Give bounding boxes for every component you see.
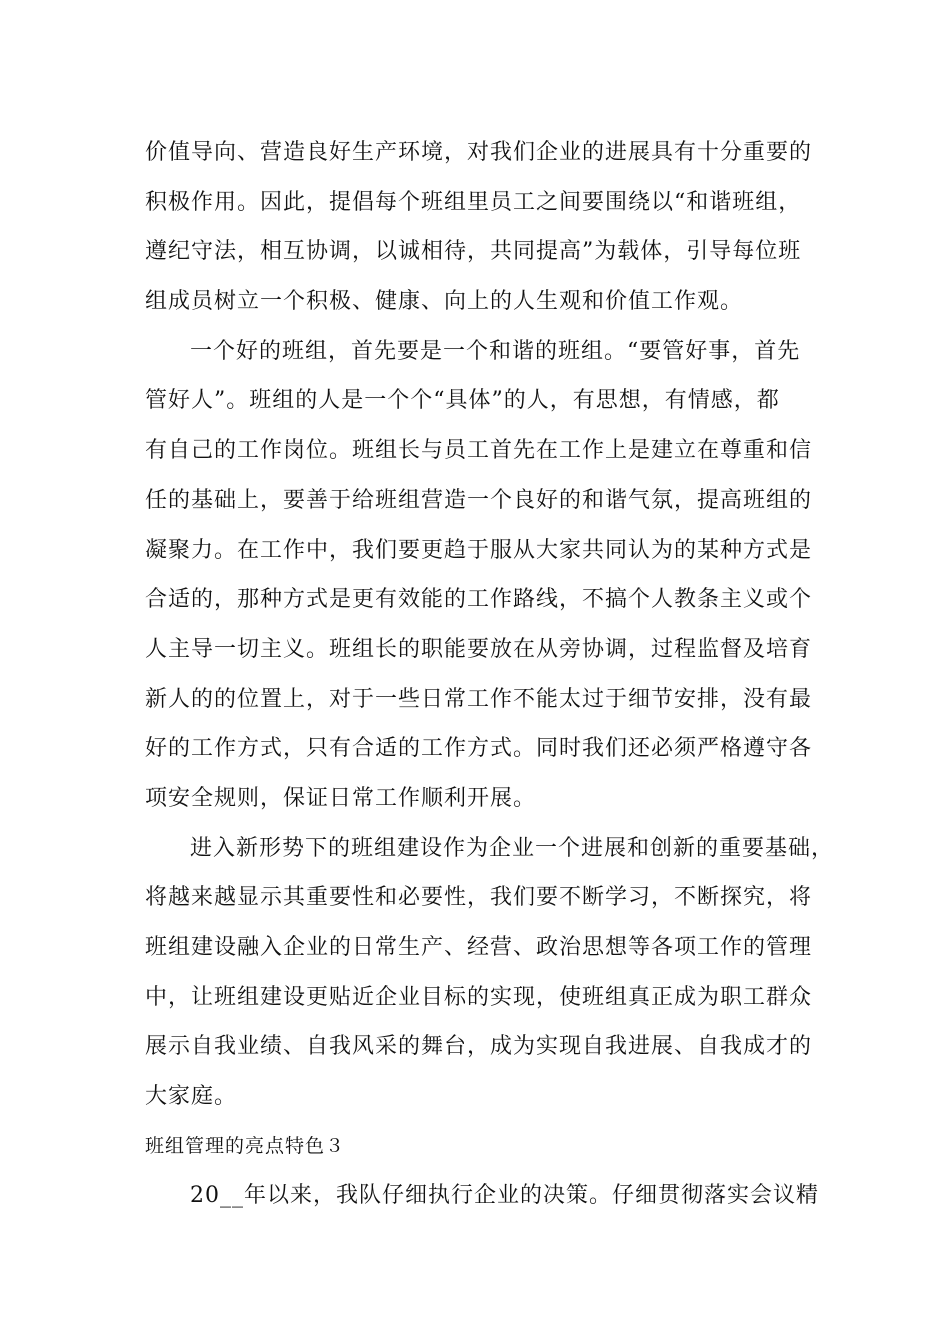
- paragraph-line: 展示自我业绩、自我风采的舞台，成为实现自我进展、自我成才的: [145, 1034, 813, 1060]
- paragraph-line: 大家庭。: [145, 1084, 238, 1110]
- paragraph-line: 凝聚力。在工作中，我们要更趋于服从大家共同认为的某种方式是: [145, 537, 813, 563]
- paragraph-line: 中，让班组建设更贴近企业目标的实现，使班组真正成为职工群众: [145, 984, 813, 1010]
- paragraph-line: 积极作用。因此，提倡每个班组里员工之间要围绕以“和谐班组，: [145, 189, 802, 215]
- document-body: [145, 128, 835, 1221]
- paragraph-line: 项安全规则，保证日常工作顺利开展。: [145, 785, 537, 811]
- paragraph-line: 组成员树立一个积极、健康、向上的人生观和价值工作观。: [145, 289, 744, 315]
- paragraph-line: 新人的的位置上，对于一些日常工作不能太过于细节安排，没有最: [145, 686, 813, 712]
- paragraph-line: 进入新形势下的班组建设作为企业一个进展和创新的重要基础，: [190, 835, 835, 861]
- paragraph-line: 好的工作方式，只有合适的工作方式。同时我们还必须严格遵守各: [145, 736, 813, 762]
- paragraph-line: 有自己的工作岗位。班组长与员工首先在工作上是建立在尊重和信: [145, 438, 813, 464]
- section-heading: 班组管理的亮点特色３: [145, 1134, 346, 1157]
- paragraph-line: 20__年以来，我队仔细执行企业的决策。仔细贯彻落实会议精: [190, 1183, 819, 1209]
- paragraph-line: 合适的，那种方式是更有效能的工作路线，不搞个人教条主义或个: [145, 587, 813, 613]
- paragraph-line: 将越来越显示其重要性和必要性，我们要不断学习，不断探究，将: [145, 885, 813, 911]
- paragraph-line: 遵纪守法，相互协调，以诚相待，共同提高”为载体，引导每位班: [145, 239, 802, 265]
- paragraph-line: 人主导一切主义。班组长的职能要放在从旁协调，过程监督及培育: [145, 636, 813, 662]
- paragraph-line: 管好人”。班组的人是一个个“具体”的人，有思想，有情感，都: [145, 388, 780, 414]
- paragraph-line: 任的基础上，要善于给班组营造一个良好的和谐气氛，提高班组的: [145, 487, 813, 513]
- paragraph-line: 一个好的班组，首先要是一个和谐的班组。“要管好事，首先: [190, 338, 801, 364]
- paragraph-line: 班组建设融入企业的日常生产、经营、政治思想等各项工作的管理: [145, 935, 813, 960]
- paragraph-line: 价值导向、营造良好生产环境，对我们企业的进展具有十分重要的: [145, 140, 813, 165]
